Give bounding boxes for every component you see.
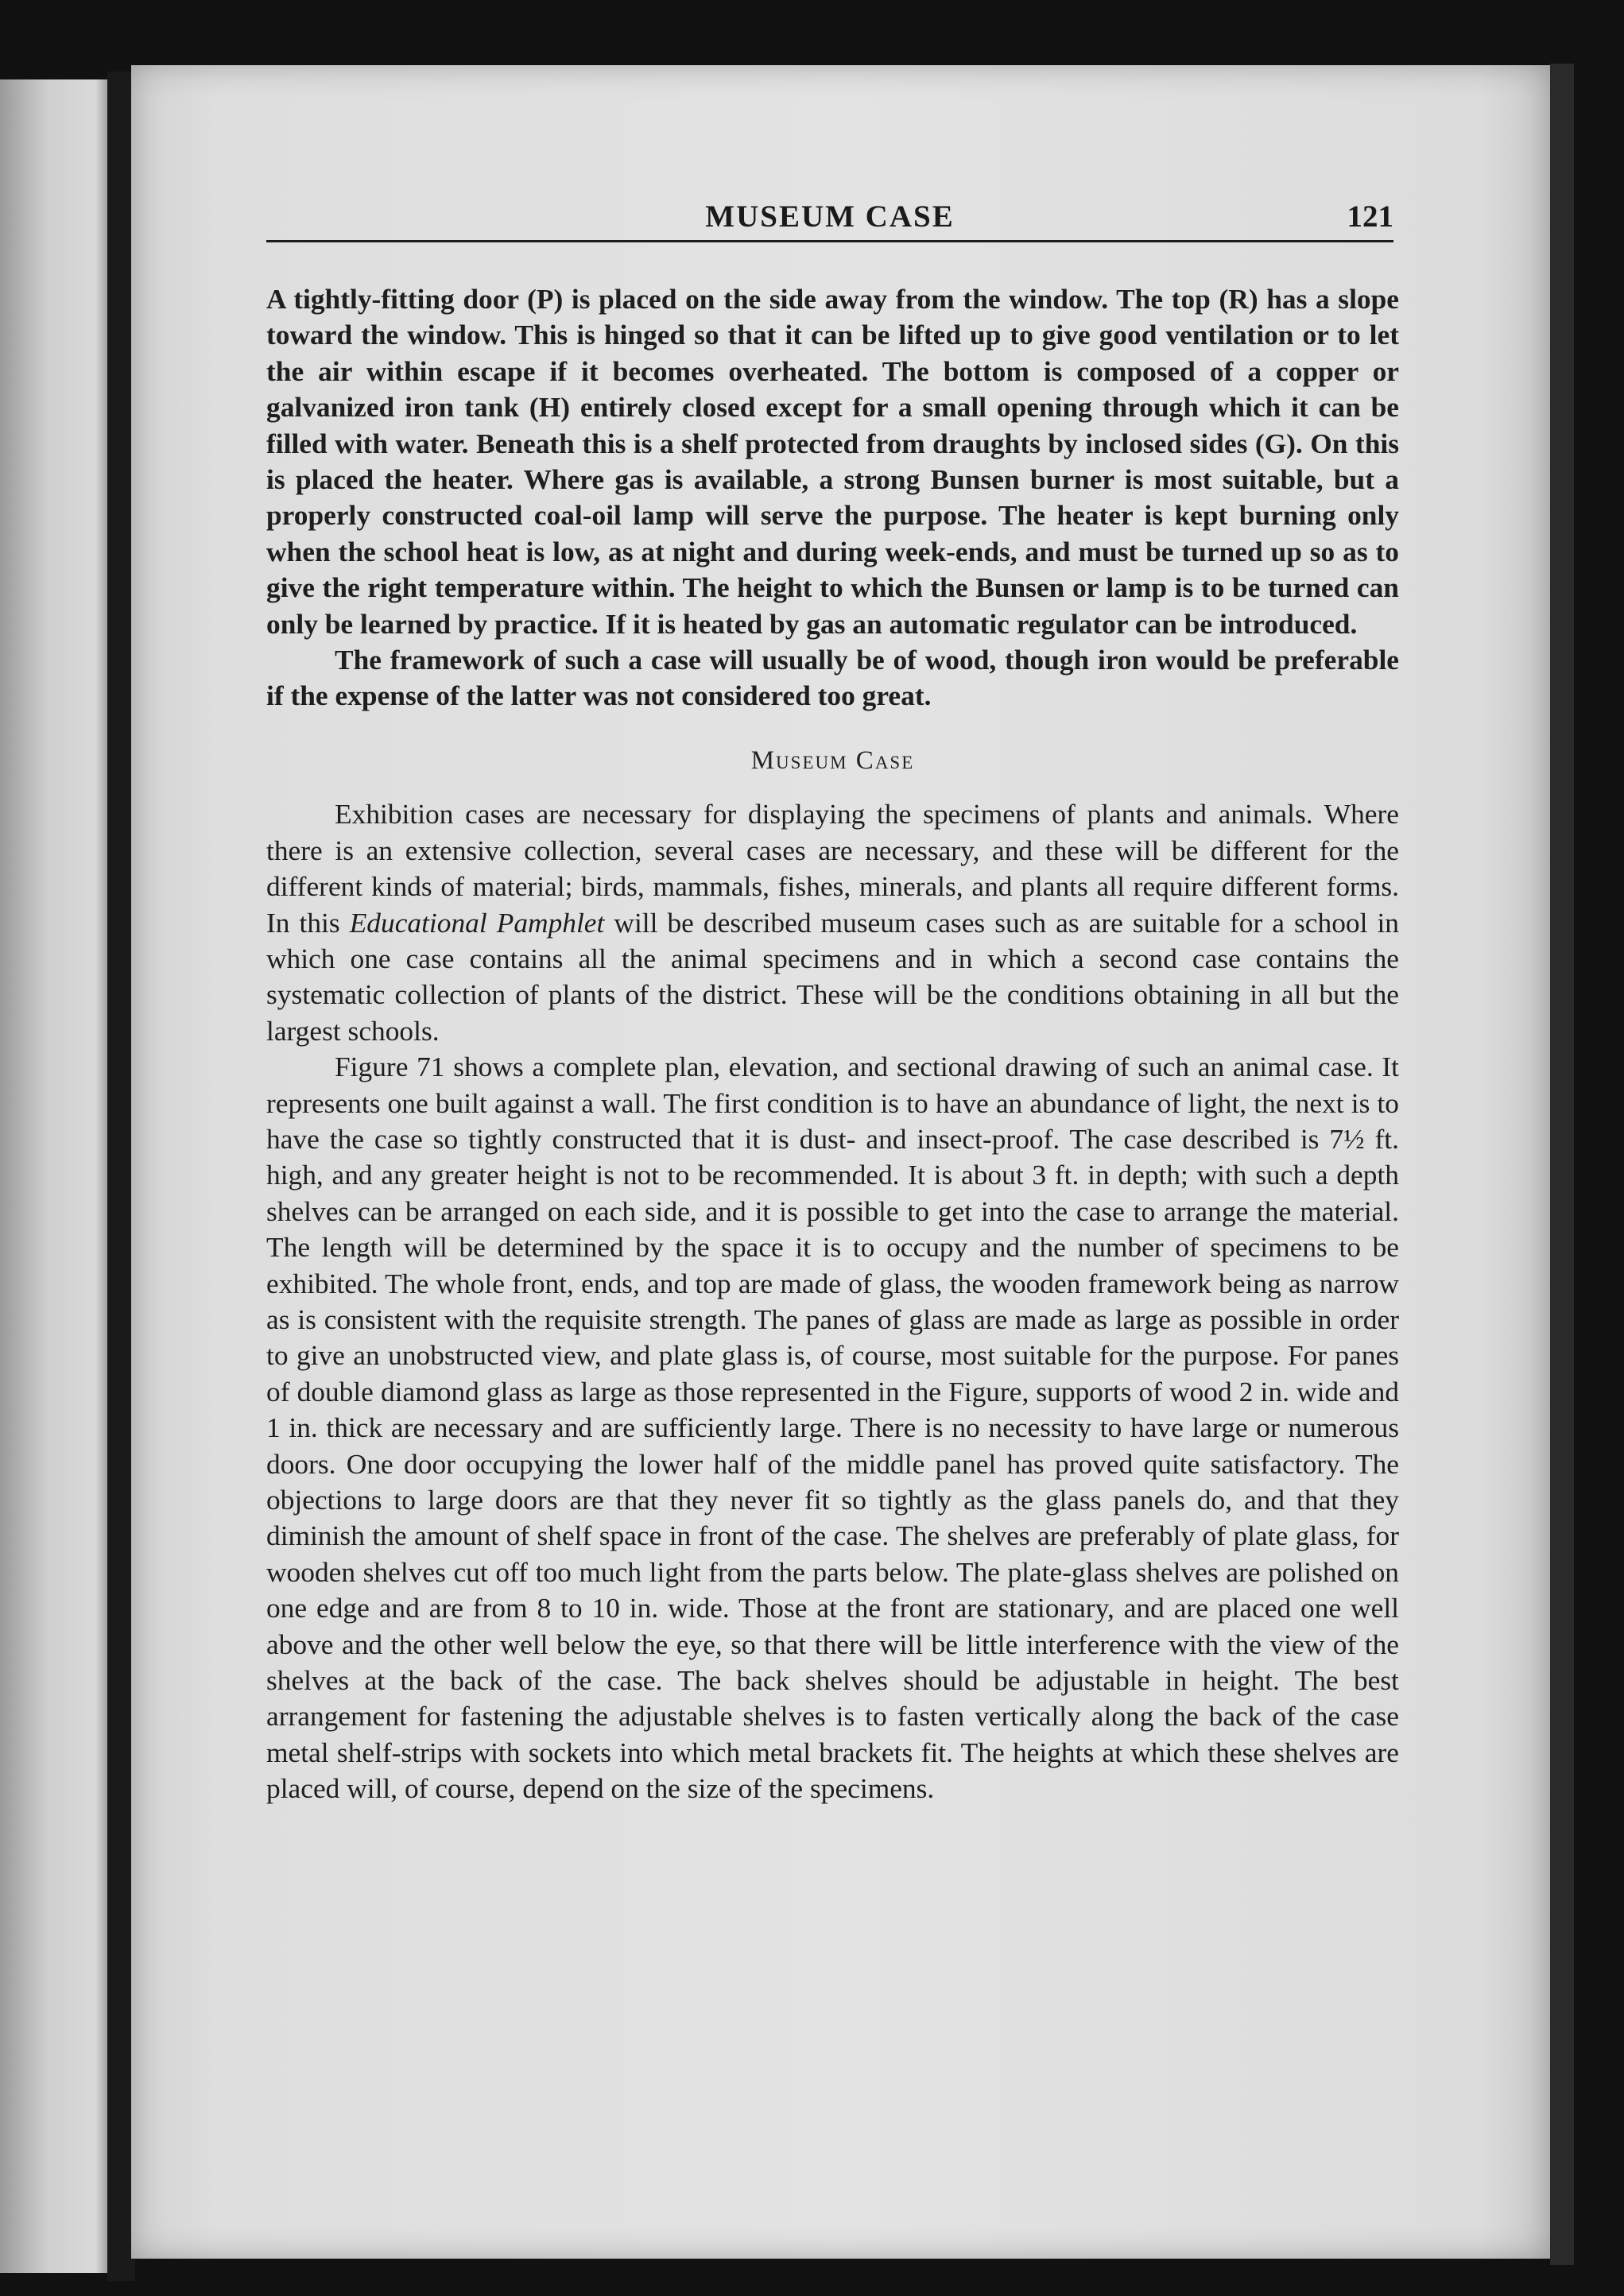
facing-page-edge [0, 79, 119, 2273]
page-number: 121 [1347, 199, 1393, 234]
exhibition-text-b: will be described museum cases such as are suitable for a school in which one case contains all the animal specimens and in which a second case contains the systematic collection of plants of the district. These will be the conditions obtaining in all but the largest schools. [266, 906, 1399, 1047]
page-body [266, 281, 1399, 1807]
page-header [266, 199, 1393, 242]
paragraph-exhibition-cases [266, 796, 1399, 1049]
exhibition-text-a: Exhibition cases are necessary for displaying the specimens of plants and animals. Where there is an extensive collection, several cases are necessary, and these will be different for the different kinds of material; birds, mammals, fishes, minerals, and plants all require different forms. In this [266, 798, 1399, 939]
paragraph-heater: A tightly-fitting door (P) is placed on the side away from the window. The top (R) has a slope toward the window. This is hinged so that it can be lifted up to give good ventilation or to let the air within escape if it becomes overheated. The bottom is composed of a copper or galvanized iron tank (H) entirely closed except for a small opening through which it can be filled with water. Beneath this is a shelf protected from draughts by inclosed sides (G). On this is placed the heater. Where gas is available, a strong Bunsen burner is most suitable, but a properly constructed coal-oil lamp will serve the purpose. The heater is kept burning only when the school heat is low, as at night and during week-ends, and must be turned up so as to give the right temperature within. The height to which the Bunsen or lamp is to be turned can only be learned by practice. If it is heated by gas an automatic regulator can be introduced. [266, 283, 1399, 640]
running-head: MUSEUM CASE [705, 199, 955, 234]
paragraph-framework: The framework of such a case will usually be of wood, though iron would be preferable if the expense of the latter was not considered too great. [266, 644, 1399, 712]
paragraph-figure-71: Figure 71 shows a complete plan, elevation, and sectional drawing of such an animal case. It represents one built against a wall. The first condition is to have an abundance of light, the next is to have the case so tightly constructed that it is dust- and insect-proof. The case described is 7½ ft. high, and any greater height is not to be recommended. It is about 3 ft. in depth; with such a depth shelves can be arranged on each side, and it is possible to get into the case to arrange the material. The length will be determined by the space it is to occupy and the number of specimens to be exhibited. The whole front, ends, and top are made of glass, the wooden framework being as narrow as is consistent with the requisite strength. The panes of glass are made as large as possible in order to give an unobstructed view, and plate glass is, of course, most suitable for the purpose. For panes of double diamond glass as large as those represented in the Figure, supports of wood 2 in. wide and 1 in. thick are necessary and are sufficiently large. There is no necessity to have large or numerous doors. One door occupying the lower half of the middle panel has proved quite satisfactory. The objections to large doors are that they never fit so tightly as the glass panels do, and that they diminish the amount of shelf space in front of the case. The shelves are preferably of plate glass, for wooden shelves cut off too much light from the parts below. The plate-glass shelves are polished on one edge and are from 8 to 10 in. wide. Those at the front are stationary, and are placed one well above and the other well below the eye, so that there will be little interference with the view of the shelves at the back of the case. The back shelves should be adjustable in height. The best arrangement for fastening the adjustable shelves is to fasten vertically along the back of the case metal shelf-strips with sockets into which metal brackets fit. The heights at which these shelves are placed will, of course, depend on the size of the specimens. [266, 1051, 1399, 1805]
pamphlet-title: Educational Pamphlet [349, 906, 605, 939]
page-right-edge [1550, 64, 1574, 2265]
section-heading: Museum Case [750, 745, 915, 775]
